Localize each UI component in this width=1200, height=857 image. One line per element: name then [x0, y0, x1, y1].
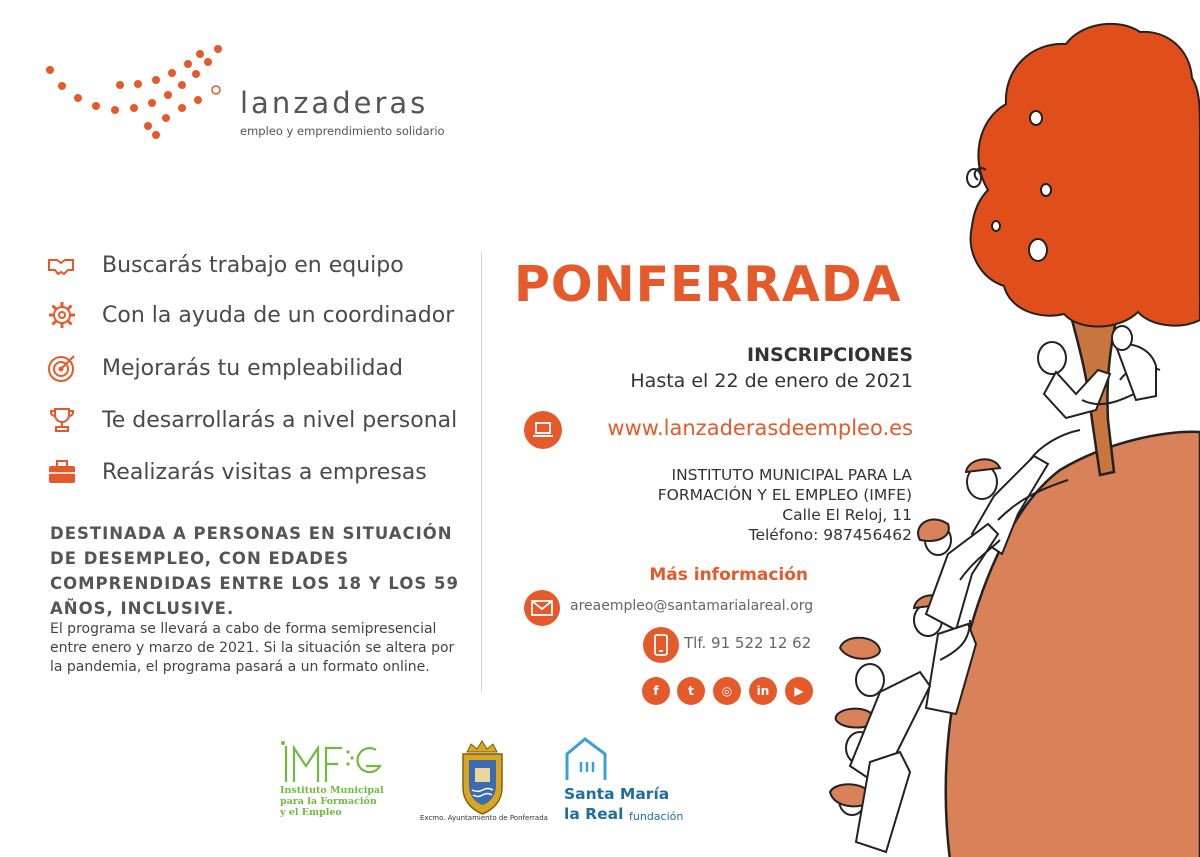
- target-audience: DESTINADA A PERSONAS EN SITUACIÓN DE DESEMPLEO, CON EDADES COMPRENDIDAS ENTRE LOS 18 Y LOS 59 AÑOS, INCLUSIVE.: [50, 524, 459, 618]
- benefit-item: Buscarás trabajo en equipo: [46, 248, 404, 282]
- institution-name-line2: FORMACIÓN Y EL EMPLEO (IMFE): [657, 486, 912, 504]
- youtube-icon[interactable]: ▶: [785, 677, 813, 705]
- institution-address: Calle El Reloj, 11: [782, 506, 912, 524]
- envelope-icon: [524, 590, 560, 626]
- city-title: PONFERRADA: [514, 256, 902, 313]
- info-phone: Tlf. 91 522 12 62: [684, 634, 812, 652]
- smr-name-line1: Santa María: [564, 785, 670, 803]
- smr-name-line2: la Real: [564, 805, 624, 823]
- institution-phone: Teléfono: 987456462: [748, 526, 912, 544]
- registration-deadline: Hasta el 22 de enero de 2021: [630, 370, 913, 392]
- benefit-item: Con la ayuda de un coordinador: [46, 298, 454, 332]
- laptop-icon: [524, 411, 562, 449]
- trophy-icon: [46, 404, 78, 436]
- handshake-icon: [46, 249, 78, 281]
- benefit-item: Te desarrollarás a nivel personal: [46, 403, 457, 437]
- lanzaderas-logo-dots: [40, 40, 230, 150]
- registration-title: INSCRIPCIONES: [747, 344, 913, 366]
- briefcase-icon: [46, 456, 78, 488]
- tree-climbers-illustration: [820, 20, 1200, 857]
- imfe-logo: [280, 740, 390, 785]
- phone-icon: [643, 627, 679, 663]
- target-icon: [46, 352, 78, 384]
- more-info-title: Más información: [649, 565, 808, 585]
- gear-icon: [46, 299, 78, 331]
- santa-maria-la-real-logo: [563, 736, 611, 784]
- website-link[interactable]: www.lanzaderasdeempleo.es: [607, 416, 913, 440]
- smr-suffix: fundación: [629, 810, 684, 823]
- benefit-item: Mejorarás tu empleabilidad: [46, 351, 403, 385]
- institution-name-line1: INSTITUTO MUNICIPAL PARA LA: [671, 466, 912, 484]
- ponferrada-coat-of-arms-icon: [455, 738, 510, 816]
- logo-wordmark: lanzaderas: [240, 86, 429, 120]
- twitter-icon[interactable]: t: [677, 677, 705, 705]
- logo-tagline: empleo y emprendimiento solidario: [240, 124, 445, 138]
- program-note: El programa se llevará a cabo de forma semipresencial entre enero y marzo de 2021. Si la situación se altera por la pandemia, el programa pasará a un formato online.: [50, 621, 455, 675]
- column-divider: [481, 252, 482, 692]
- ayuntamiento-label: Excmo. Ayuntamiento de Ponferrada: [420, 814, 548, 822]
- email-link[interactable]: areaempleo@santamarialareal.org: [570, 598, 814, 614]
- imfe-logo-text: Instituto Municipal para la Formación y el Empleo: [280, 785, 384, 818]
- benefit-item: Realizarás visitas a empresas: [46, 455, 427, 489]
- facebook-icon[interactable]: f: [642, 677, 670, 705]
- instagram-icon[interactable]: ◎: [713, 677, 741, 705]
- linkedin-icon[interactable]: in: [749, 677, 777, 705]
